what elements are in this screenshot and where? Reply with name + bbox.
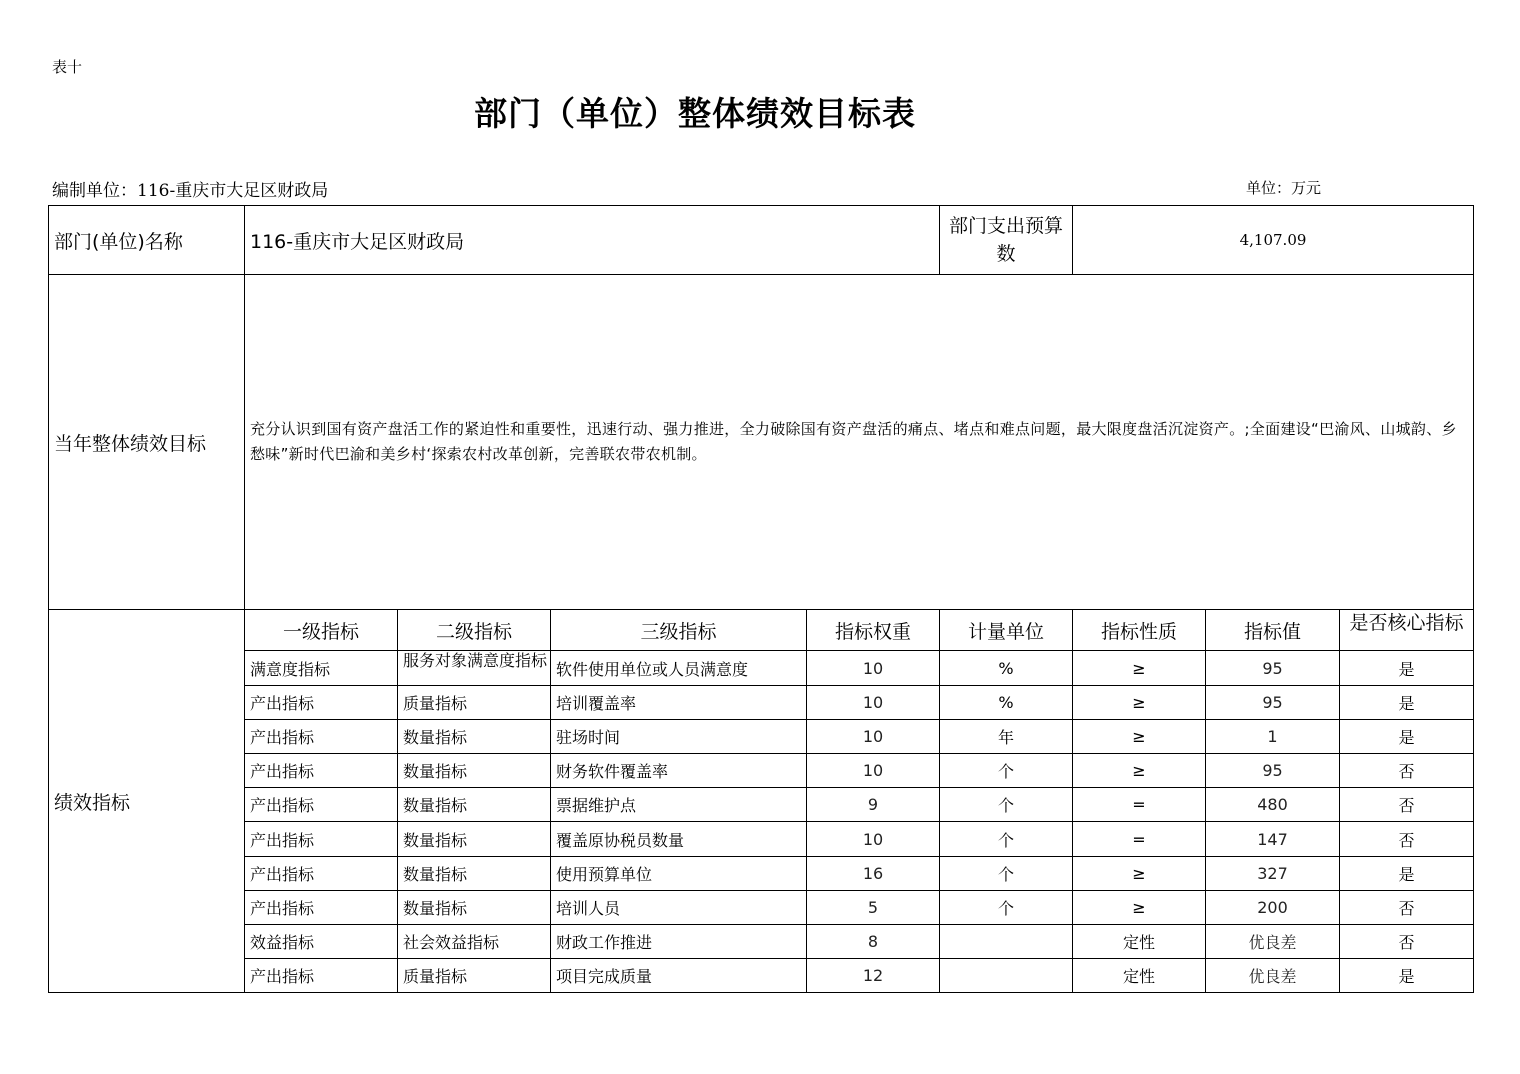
- cell-level3: 培训人员: [551, 891, 807, 925]
- cell-weight: 10: [807, 651, 940, 686]
- cell-level1: 产出指标: [245, 686, 398, 720]
- page-title: 部门（单位）整体绩效目标表: [474, 94, 916, 133]
- dept-info-row: [49, 206, 1474, 275]
- cell-level3: 培训覆盖率: [551, 686, 807, 720]
- cell-level1: 满意度指标: [245, 651, 398, 686]
- cell-unit: %: [940, 651, 1073, 686]
- header-weight: 指标权重: [807, 610, 940, 651]
- header-level2: 二级指标: [398, 610, 551, 651]
- cell-level3: 项目完成质量: [551, 959, 807, 993]
- budget-value: 4,107.09: [1073, 206, 1474, 275]
- dept-name-value: 116-重庆市大足区财政局: [245, 206, 940, 275]
- cell-level2: 数量指标: [398, 754, 551, 788]
- cell-level1: 产出指标: [245, 857, 398, 891]
- indicator-row: [49, 925, 1474, 959]
- cell-weight: 10: [807, 822, 940, 857]
- cell-level2: 数量指标: [398, 857, 551, 891]
- cell-level2: 数量指标: [398, 720, 551, 754]
- cell-unit: 个: [940, 754, 1073, 788]
- cell-nature: ≥: [1073, 651, 1206, 686]
- cell-weight: 12: [807, 959, 940, 993]
- cell-core: 是: [1340, 720, 1474, 754]
- budget-label-text: 部门支出预算数: [949, 215, 1064, 265]
- indicator-header-row: [49, 610, 1474, 651]
- indicator-row: [49, 651, 1474, 686]
- cell-weight: 8: [807, 925, 940, 959]
- cell-core: 是: [1340, 686, 1474, 720]
- cell-level1: 产出指标: [245, 754, 398, 788]
- cell-level2: 质量指标: [398, 959, 551, 993]
- dept-name-label: 部门(单位)名称: [49, 206, 245, 275]
- cell-nature: ≥: [1073, 857, 1206, 891]
- cell-level1: 产出指标: [245, 822, 398, 857]
- cell-value: 147: [1206, 822, 1340, 857]
- cell-level2: 社会效益指标: [398, 925, 551, 959]
- header-level3: 三级指标: [551, 610, 807, 651]
- indicator-row: [49, 686, 1474, 720]
- cell-level1: 产出指标: [245, 788, 398, 822]
- cell-level3: 驻场时间: [551, 720, 807, 754]
- cell-nature: 定性: [1073, 925, 1206, 959]
- cell-level2: 质量指标: [398, 686, 551, 720]
- compiling-unit: 编制单位：116-重庆市大足区财政局: [52, 181, 329, 201]
- cell-weight: 10: [807, 686, 940, 720]
- cell-weight: 10: [807, 720, 940, 754]
- cell-weight: 10: [807, 754, 940, 788]
- cell-unit: 个: [940, 822, 1073, 857]
- cell-nature: 定性: [1073, 959, 1206, 993]
- cell-value: 95: [1206, 651, 1340, 686]
- header-core-text: 是否核心指标: [1349, 612, 1464, 634]
- indicator-row: [49, 788, 1474, 822]
- cell-level2: 服务对象满意度指标: [398, 651, 551, 686]
- cell-level1: 效益指标: [245, 925, 398, 959]
- budget-label: [940, 206, 1073, 275]
- cell-core: 否: [1340, 822, 1474, 857]
- cell-core: 是: [1340, 857, 1474, 891]
- cell-level3: 财务软件覆盖率: [551, 754, 807, 788]
- goal-row: [49, 275, 1474, 610]
- cell-value: 200: [1206, 891, 1340, 925]
- cell-value: 优良差: [1206, 925, 1340, 959]
- goal-label: 当年整体绩效目标: [49, 275, 245, 610]
- indicator-row: [49, 822, 1474, 857]
- header-level1: 一级指标: [245, 610, 398, 651]
- cell-unit: 个: [940, 857, 1073, 891]
- cell-value: 480: [1206, 788, 1340, 822]
- cell-unit: 个: [940, 788, 1073, 822]
- cell-value: 1: [1206, 720, 1340, 754]
- money-unit: 单位：万元: [1246, 179, 1322, 197]
- cell-core: 是: [1340, 959, 1474, 993]
- cell-core: 否: [1340, 788, 1474, 822]
- cell-core: 否: [1340, 754, 1474, 788]
- indicator-row: [49, 891, 1474, 925]
- cell-level1: 产出指标: [245, 720, 398, 754]
- cell-nature: ≥: [1073, 754, 1206, 788]
- cell-core: 否: [1340, 891, 1474, 925]
- cell-nature: =: [1073, 788, 1206, 822]
- cell-level3: 软件使用单位或人员满意度: [551, 651, 807, 686]
- cell-unit: [940, 959, 1073, 993]
- table-number-label: 表十: [52, 58, 83, 76]
- cell-level2: 数量指标: [398, 788, 551, 822]
- header-nature: 指标性质: [1073, 610, 1206, 651]
- goal-text: 充分认识到国有资产盘活工作的紧迫性和重要性，迅速行动、强力推进，全力破除国有资产盘活的痛点、堵点和难点问题，最大限度盘活沉淀资产。;全面建设“巴渝风、山城韵、乡愁味”新时代巴渝和美乡村‘探索农村改革创新，完善联农带农机制。: [245, 275, 1474, 610]
- cell-level2: 数量指标: [398, 822, 551, 857]
- cell-value: 95: [1206, 754, 1340, 788]
- indicator-row: [49, 754, 1474, 788]
- cell-level1: 产出指标: [245, 891, 398, 925]
- cell-value: 327: [1206, 857, 1340, 891]
- cell-unit: 年: [940, 720, 1073, 754]
- cell-nature: ≥: [1073, 891, 1206, 925]
- cell-core: 否: [1340, 925, 1474, 959]
- cell-level2: 数量指标: [398, 891, 551, 925]
- cell-level3: 票据维护点: [551, 788, 807, 822]
- cell-unit: 个: [940, 891, 1073, 925]
- indicators-label: 绩效指标: [49, 610, 245, 993]
- cell-value: 95: [1206, 686, 1340, 720]
- cell-weight: 9: [807, 788, 940, 822]
- cell-unit: [940, 925, 1073, 959]
- cell-value: 优良差: [1206, 959, 1340, 993]
- indicator-row: [49, 857, 1474, 891]
- indicator-row: [49, 720, 1474, 754]
- cell-level3: 使用预算单位: [551, 857, 807, 891]
- header-core: [1340, 610, 1474, 651]
- header-unit: 计量单位: [940, 610, 1073, 651]
- cell-level3: 覆盖原协税员数量: [551, 822, 807, 857]
- performance-target-table: [48, 205, 1474, 993]
- cell-core: 是: [1340, 651, 1474, 686]
- cell-weight: 5: [807, 891, 940, 925]
- cell-nature: =: [1073, 822, 1206, 857]
- cell-nature: ≥: [1073, 720, 1206, 754]
- cell-nature: ≥: [1073, 686, 1206, 720]
- header-value: 指标值: [1206, 610, 1340, 651]
- cell-level1: 产出指标: [245, 959, 398, 993]
- cell-weight: 16: [807, 857, 940, 891]
- indicator-row: [49, 959, 1474, 993]
- cell-level3: 财政工作推进: [551, 925, 807, 959]
- cell-unit: %: [940, 686, 1073, 720]
